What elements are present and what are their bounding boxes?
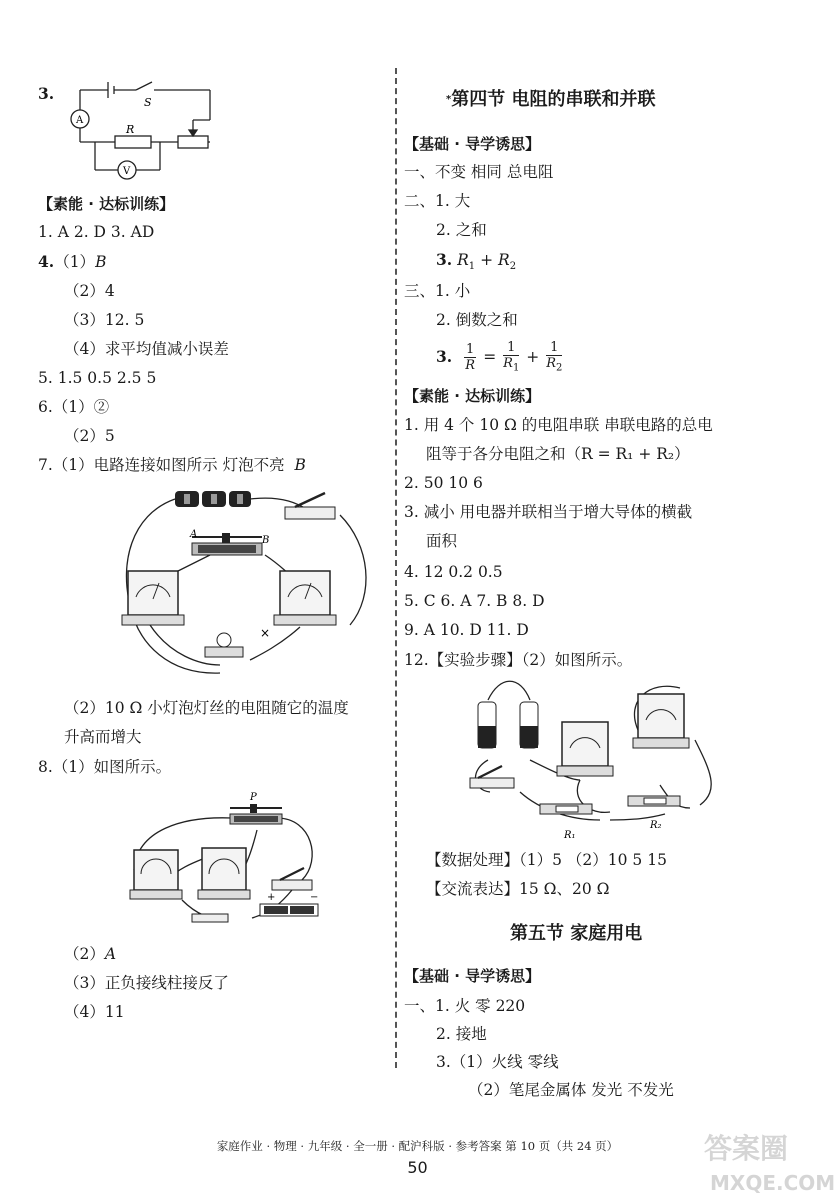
voltmeter-q7 <box>274 571 336 625</box>
q7-value: B <box>294 456 306 474</box>
h-line-2: 2. 接地 <box>436 1025 487 1043</box>
r-line-5: 三、1. 小 <box>404 282 471 300</box>
exchange-expression: 【交流表达】15 Ω、20 Ω <box>426 880 610 898</box>
section4-title <box>446 90 656 110</box>
battery-plus: + <box>267 892 276 903</box>
lamp-q7 <box>205 633 243 657</box>
rheostat-q8 <box>230 804 282 824</box>
section-basic-5: 【基础 · 导学诱思】 <box>404 967 541 985</box>
meter-1-q12 <box>557 722 613 776</box>
circuit-figure-q8 <box>122 790 342 930</box>
rheostat-label-a: A <box>190 529 198 540</box>
q8-part3: （3）正负接线柱接反了 <box>64 974 229 992</box>
t-line-3a: 3. 减小 用电器并联相当于增大导体的横截 <box>404 503 693 521</box>
cell-1-q12 <box>478 702 496 748</box>
t-line-3b: 面积 <box>426 532 458 550</box>
resistor-r1 <box>540 804 592 814</box>
circuit-figure-q12 <box>460 680 720 850</box>
h-line-1: 一、1. 火 零 220 <box>404 997 526 1015</box>
column-divider <box>395 68 397 1068</box>
svg-text:MXQE.COM: MXQE.COM <box>710 1171 835 1195</box>
t-line-12: 12.【实验步骤】（2）如图所示。 <box>404 651 633 669</box>
circuit-figure-q7 <box>110 485 380 685</box>
q4-p1-value: B <box>95 253 107 271</box>
rheostat-label-b: B <box>262 535 270 546</box>
t-line-1b: 阻等于各分电阻之和（R = R₁ + R₂） <box>426 445 690 463</box>
q4-part2: （2）4 <box>64 282 115 300</box>
t-line-2: 2. 50 10 6 <box>404 474 483 492</box>
r7-prefix: 3. <box>436 346 453 366</box>
cell-2-q12 <box>520 702 538 748</box>
q4-part4: （4）求平均值减小误差 <box>64 340 229 358</box>
rheostat-label-p: P <box>250 792 257 803</box>
resistor-r2 <box>628 796 680 806</box>
q7-part1 <box>38 455 306 475</box>
section-basic-4: 【基础 · 导学诱思】 <box>404 135 541 153</box>
data-processing: 【数据处理】（1）5 （2）10 5 15 <box>426 851 667 869</box>
circuit-diagram-q3 <box>60 78 260 188</box>
meter-2-q12 <box>633 694 689 748</box>
q4-p1-label: （1） <box>54 253 96 271</box>
q4-part1 <box>38 252 106 272</box>
switch-q12 <box>470 766 514 788</box>
r-line-7: 3. $\frac{1}{R}$ = $\frac{1}{R_1}$ + $\frac{1}{R_2}$ <box>436 340 563 374</box>
label-r2: R₂ <box>650 820 662 831</box>
q6-part2: （2）5 <box>64 427 115 445</box>
q8-part4: （4）11 <box>64 1003 125 1021</box>
svg-text:答案圈: 答案圈 <box>704 1132 789 1165</box>
t-line-5: 5. C 6. A 7. B 8. D <box>404 592 545 610</box>
r-line-6: 2. 倒数之和 <box>436 311 518 329</box>
q8-p2-value: A <box>104 945 117 963</box>
label-a: A <box>76 115 84 126</box>
t-line-4: 4. 12 0.2 0.5 <box>404 563 503 581</box>
optional-star: * <box>446 94 452 105</box>
switch-q8 <box>272 868 312 890</box>
meter-2-q8 <box>198 848 250 899</box>
battery-minus: − <box>310 892 319 903</box>
label-r: R <box>126 123 135 136</box>
r-line-1: 一、不变 相同 总电阻 <box>404 163 554 181</box>
q7-part2-line2: 升高而增大 <box>64 728 142 746</box>
rheostat-q7 <box>192 533 262 555</box>
switch-q7 <box>285 493 335 519</box>
q4-num: 4. <box>38 252 55 271</box>
label-s: S <box>144 96 152 109</box>
q7-text: 7.（1）电路连接如图所示 灯泡不亮 <box>38 456 285 474</box>
r-line-2: 二、1. 大 <box>404 192 471 210</box>
t-line-1a: 1. 用 4 个 10 Ω 的电阻串联 串联电路的总电 <box>404 416 713 434</box>
page-footer: 家庭作业 · 物理 · 九年级 · 全一册 · 配沪科版 · 参考答案 第 10 页（共 24 页） <box>216 1139 619 1153</box>
q5: 5. 1.5 0.5 2.5 5 <box>38 369 157 387</box>
r4-prefix: 3. <box>436 250 453 269</box>
q6-part1: 6.（1）② <box>38 398 110 416</box>
label-r1: R₁ <box>564 830 576 841</box>
h-line-3: 3.（1）火线 零线 <box>436 1053 559 1071</box>
page-number: 50 <box>407 1158 428 1177</box>
section-train-left: 【素能 · 达标训练】 <box>38 195 175 213</box>
answers-1-3: 1. A 2. D 3. AD <box>38 223 155 241</box>
r-line-4: 3. $R_1 + R_2$ <box>436 250 517 273</box>
q8-p2-label: （2） <box>64 945 105 963</box>
ammeter-q7 <box>122 571 184 625</box>
watermark-logo <box>700 1120 835 1198</box>
resistor-q8 <box>192 914 228 922</box>
q4-part3: （3）12. 5 <box>64 311 145 329</box>
t-line-9: 9. A 10. D 11. D <box>404 621 529 639</box>
battery-pack <box>175 491 251 507</box>
svg-text:×: × <box>260 626 271 640</box>
section4-title-text: 第四节 电阻的串联和并联 <box>451 89 656 110</box>
q7-part2-line1: （2）10 Ω 小灯泡灯丝的电阻随它的温度 <box>64 699 349 717</box>
r-line-3: 2. 之和 <box>436 221 487 239</box>
q3-label: 3. <box>38 84 55 103</box>
meter-1-q8 <box>130 850 182 899</box>
battery-q8 <box>260 904 318 916</box>
section-train-right: 【素能 · 达标训练】 <box>404 387 541 405</box>
h-line-4: （2）笔尾金属体 发光 不发光 <box>468 1081 674 1099</box>
section5-title: 第五节 家庭用电 <box>510 923 643 944</box>
label-v: V <box>123 166 131 177</box>
q8-part2 <box>64 944 116 964</box>
q8-part1: 8.（1）如图所示。 <box>38 758 172 776</box>
